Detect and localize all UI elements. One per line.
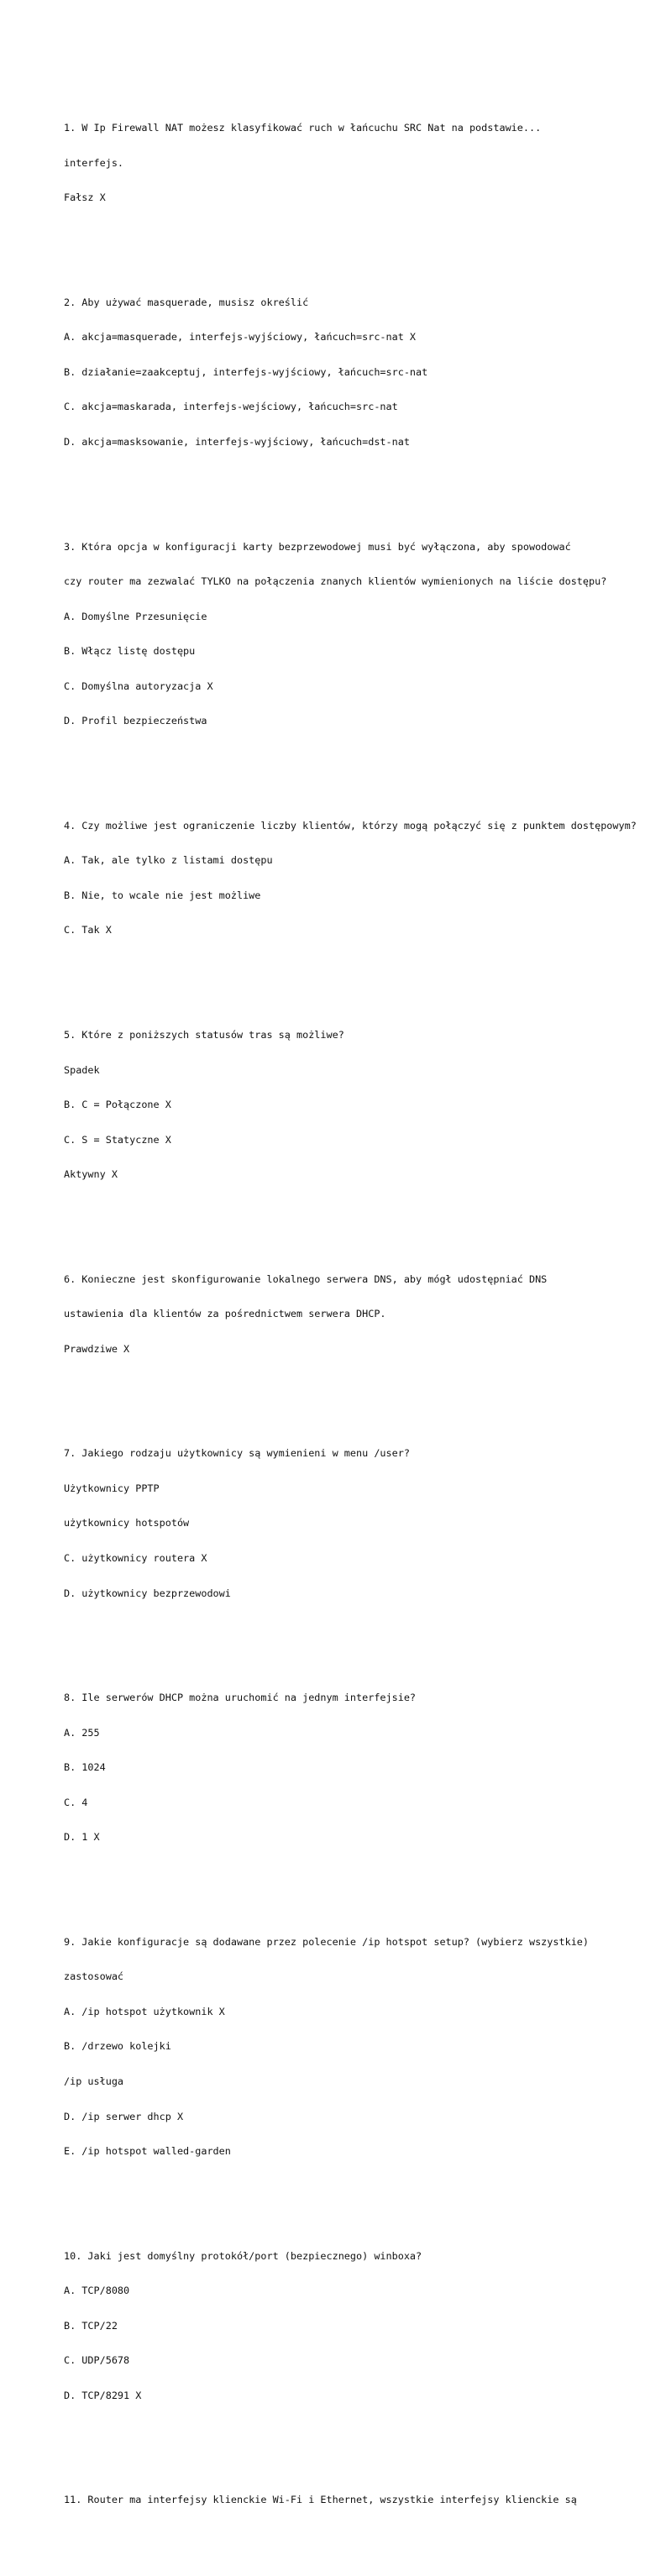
answer-option: D. Profil bezpieczeństwa xyxy=(64,715,207,727)
answer-option: C. Domyślna autoryzacja X xyxy=(64,679,213,692)
answer-option: B. Włącz listę dostępu xyxy=(64,645,196,658)
question-text: 3. Która opcja w konfiguracji karty bezprzewodowej musi być wyłączona, aby spowodować xyxy=(64,540,571,553)
question-8 xyxy=(64,1669,643,1866)
answer-option: B. 1024 xyxy=(64,1761,106,1774)
question-text: 5. Które z poniższych statusów tras są możliwe? xyxy=(64,1029,344,1041)
question-text: 8. Ile serwerów DHCP można uruchomić na jednym interfejsie? xyxy=(64,1692,417,1704)
question-7 xyxy=(64,1425,643,1623)
question-text: 6. Konieczne jest skonfigurowanie lokalnego serwera DNS, aby mógł udostępniać DNS xyxy=(64,1272,548,1285)
answer-option: Użytkownicy PPTP xyxy=(64,1482,160,1494)
answer-option: A. /ip hotspot użytkownik X xyxy=(64,2005,225,2017)
answer-option: A. akcja=masquerade, interfejs-wyjściowy, łańcuch=src-nat X xyxy=(64,331,417,344)
question-2 xyxy=(64,274,643,471)
question-5 xyxy=(64,1006,643,1204)
answer-option: C. UDP/5678 xyxy=(64,2354,130,2367)
answer-option: A. 255 xyxy=(64,1726,100,1739)
answer-option: Prawdziwe X xyxy=(64,1342,130,1355)
question-text: 2. Aby używać masquerade, musisz określić xyxy=(64,296,309,308)
question-text: czy router ma zezwalać TYLKO na połączenia znanych klientów wymienionych na liście dostępu? xyxy=(64,575,607,588)
answer-option: A. Domyślne Przesunięcie xyxy=(64,610,207,622)
question-1 xyxy=(64,100,643,228)
answer-option: Spadek xyxy=(64,1063,100,1076)
question-text: 10. Jaki jest domyślny protokół/port (bezpiecznego) winboxa? xyxy=(64,2249,422,2262)
answer-option: B. Nie, to wcale nie jest możliwe xyxy=(64,889,261,901)
question-text: 7. Jakiego rodzaju użytkownicy są wymienieni w menu /user? xyxy=(64,1447,410,1460)
question-text: 9. Jakie konfiguracje są dodawane przez polecenie /ip hotspot setup? (wybierz wszystkie) xyxy=(64,1935,590,1948)
answer-option: użytkownicy hotspotów xyxy=(64,1517,190,1529)
answer-option: D. użytkownicy bezprzewodowi xyxy=(64,1587,231,1599)
question-text: 4. Czy możliwe jest ograniczenie liczby klientów, którzy mogą połączyć się z punktem dostępowym? xyxy=(64,819,637,832)
question-10 xyxy=(64,2227,643,2425)
document-text xyxy=(64,65,643,2576)
answer-option: B. TCP/22 xyxy=(64,2319,118,2332)
question-6 xyxy=(64,1251,643,1378)
answer-option: D. TCP/8291 X xyxy=(64,2389,142,2401)
answer-option: E. /ip hotspot walled-garden xyxy=(64,2145,231,2158)
answer-option: /ip usługa xyxy=(64,2075,124,2087)
answer-option: B. działanie=zaakceptuj, interfejs-wyjściowy, łańcuch=src-nat xyxy=(64,365,428,378)
question-text: ustawienia dla klientów za pośrednictwem serwera DHCP. xyxy=(64,1308,386,1320)
question-11 xyxy=(64,2472,643,2530)
answer-option: C. akcja=maskarada, interfejs-wejściowy, łańcuch=src-nat xyxy=(64,401,398,413)
answer-option: C. Tak X xyxy=(64,924,112,936)
answer-option: C. S = Statyczne X xyxy=(64,1133,171,1146)
question-4 xyxy=(64,797,643,960)
answer-option: D. akcja=masksowanie, interfejs-wyjściowy, łańcuch=dst-nat xyxy=(64,436,410,448)
answer-option: C. 4 xyxy=(64,1796,88,1808)
answer-option: C. użytkownicy routera X xyxy=(64,1552,207,1564)
answer-option: B. /drzewo kolejki xyxy=(64,2040,171,2053)
answer-option: D. /ip serwer dhcp X xyxy=(64,2110,184,2122)
answer-option: interfejs. xyxy=(64,156,124,169)
answer-option: Fałsz X xyxy=(64,191,106,204)
answer-option: B. C = Połączone X xyxy=(64,1099,171,1111)
answer-option: Aktywny X xyxy=(64,1168,118,1181)
question-text: 11. Router ma interfejsy klienckie Wi-Fi i Ethernet, wszystkie interfejsy klienckie są xyxy=(64,2494,577,2506)
answer-option: D. 1 X xyxy=(64,1831,100,1844)
question-3 xyxy=(64,518,643,751)
question-9 xyxy=(64,1913,643,2180)
answer-option: A. Tak, ale tylko z listami dostępu xyxy=(64,854,273,867)
answer-option: A. TCP/8080 xyxy=(64,2285,130,2297)
question-text: zastosować xyxy=(64,1970,124,1983)
question-text: 1. W Ip Firewall NAT możesz klasyfikować ruch w łańcuchu SRC Nat na podstawie... xyxy=(64,122,542,134)
